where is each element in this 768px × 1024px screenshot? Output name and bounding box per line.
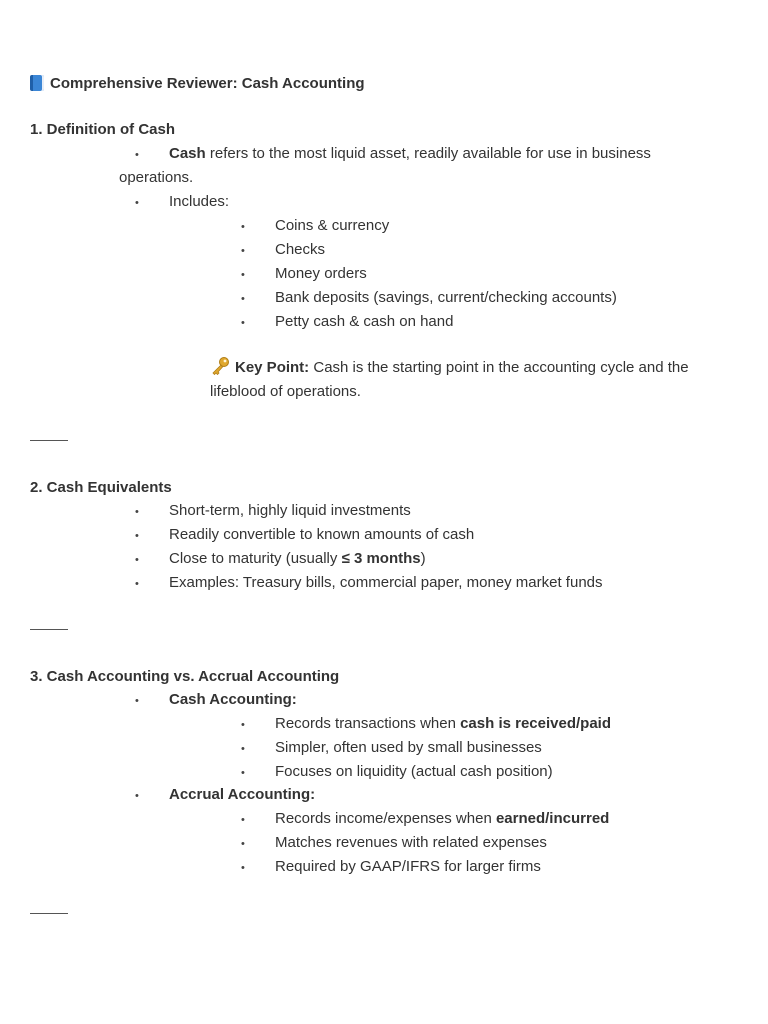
list-item: Matches revenues with related expenses (275, 834, 547, 851)
cash-definition: Cash refers to the most liquid asset, readily available for use in business (169, 145, 651, 162)
divider (30, 913, 68, 914)
accrual-accounting-label: Accrual Accounting: (169, 786, 316, 803)
bullet: • (135, 506, 139, 518)
bullet: • (241, 317, 245, 329)
bullet: • (241, 814, 245, 826)
bullet: • (135, 695, 139, 707)
key-icon (210, 357, 230, 375)
bullet: • (241, 221, 245, 233)
bullet: • (241, 245, 245, 257)
section-2-heading: 2. Cash Equivalents (30, 479, 172, 496)
key-point: Key Point: Cash is the starting point in the accounting cycle and the (210, 356, 689, 380)
cash-definition-continued: operations. (119, 169, 194, 186)
list-item: Short-term, highly liquid investments (169, 502, 411, 519)
bullet: • (241, 743, 245, 755)
bullet: • (135, 578, 139, 590)
bullet: • (135, 149, 139, 161)
section-3-heading: 3. Cash Accounting vs. Accrual Accounting (30, 668, 340, 685)
list-item: Money orders (275, 265, 367, 282)
list-item: Required by GAAP/IFRS for larger firms (275, 858, 541, 875)
list-item: Close to maturity (usually ≤ 3 months) (169, 550, 426, 567)
list-item: Checks (275, 241, 326, 258)
bullet: • (241, 269, 245, 281)
list-item: Records income/expenses when earned/incurred (275, 810, 610, 827)
bullet: • (241, 293, 245, 305)
bullet: • (241, 719, 245, 731)
list-item: Simpler, often used by small businesses (275, 739, 542, 756)
list-item: Records transactions when cash is received/paid (275, 715, 612, 732)
bullet: • (241, 838, 245, 850)
bullet: • (241, 767, 245, 779)
book-icon (30, 75, 44, 91)
includes-label: Includes: (169, 193, 230, 210)
bullet: • (135, 197, 139, 209)
document-title: Comprehensive Reviewer: Cash Accounting (30, 72, 365, 96)
key-point-continued: lifeblood of operations. (210, 383, 361, 400)
cash-accounting-label: Cash Accounting: (169, 691, 297, 708)
list-item: Bank deposits (savings, current/checking accounts) (275, 289, 617, 306)
bullet: • (241, 862, 245, 874)
divider (30, 440, 68, 441)
list-item: Petty cash & cash on hand (275, 313, 454, 330)
divider (30, 629, 68, 630)
bullet: • (135, 530, 139, 542)
section-1-heading: 1. Definition of Cash (30, 121, 176, 138)
list-item: Examples: Treasury bills, commercial paper, money market funds (169, 574, 603, 591)
bullet: • (135, 554, 139, 566)
list-item: Focuses on liquidity (actual cash position) (275, 763, 553, 780)
list-item: Readily convertible to known amounts of cash (169, 526, 475, 543)
bullet: • (135, 790, 139, 802)
list-item: Coins & currency (275, 217, 390, 234)
